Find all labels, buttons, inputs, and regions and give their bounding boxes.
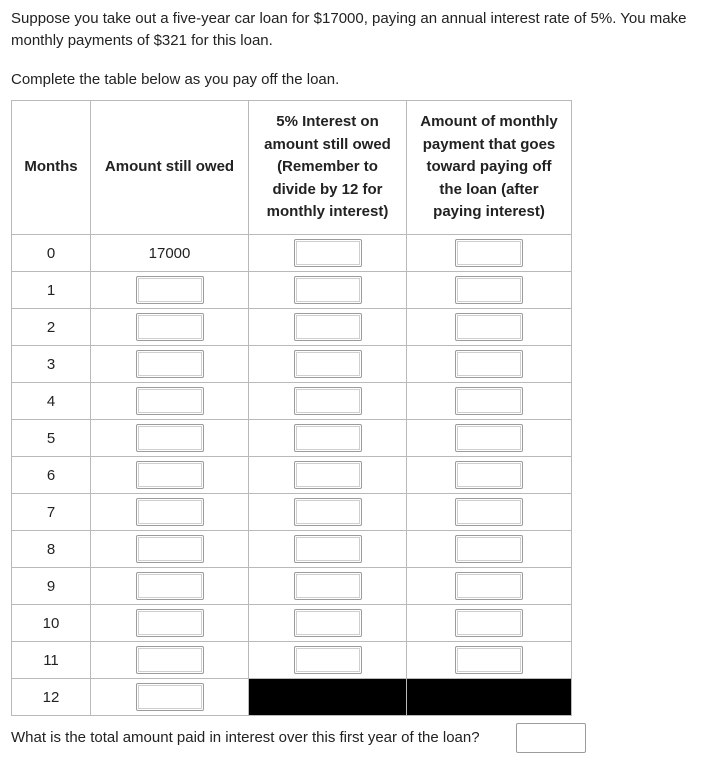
owed-cell <box>91 272 249 309</box>
principal-cell <box>407 531 572 568</box>
owed-input[interactable] <box>136 498 204 526</box>
principal-input[interactable] <box>455 387 523 415</box>
problem-intro: Suppose you take out a five-year car loan for $17000, paying an annual interest rate of 5%. You make monthly payments of $321 for this loan. <box>11 10 687 49</box>
owed-cell: 17000 <box>91 235 249 272</box>
month-cell: 6 <box>12 457 91 494</box>
owed-cell <box>91 346 249 383</box>
owed-input[interactable] <box>136 683 204 711</box>
header-interest: 5% Interest on amount still owed (Remember to divide by 12 for monthly interest) <box>249 101 407 235</box>
principal-input[interactable] <box>455 276 523 304</box>
interest-cell <box>249 346 407 383</box>
owed-cell <box>91 605 249 642</box>
principal-cell <box>407 679 572 716</box>
interest-input[interactable] <box>294 387 362 415</box>
table-row <box>12 494 572 531</box>
interest-cell <box>249 272 407 309</box>
table-row <box>12 346 572 383</box>
owed-input[interactable] <box>136 609 204 637</box>
principal-input[interactable] <box>455 461 523 489</box>
owed-input[interactable] <box>136 276 204 304</box>
month-cell: 2 <box>12 309 91 346</box>
owed-cell <box>91 642 249 679</box>
month-cell: 4 <box>12 383 91 420</box>
interest-cell <box>249 568 407 605</box>
interest-input[interactable] <box>294 239 362 267</box>
table-row <box>12 235 572 272</box>
table-row <box>12 272 572 309</box>
interest-input[interactable] <box>294 424 362 452</box>
interest-cell <box>249 642 407 679</box>
loan-table <box>11 100 572 716</box>
month-cell: 11 <box>12 642 91 679</box>
interest-input[interactable] <box>294 276 362 304</box>
owed-cell <box>91 531 249 568</box>
interest-input[interactable] <box>294 572 362 600</box>
interest-input[interactable] <box>294 461 362 489</box>
month-cell: 10 <box>12 605 91 642</box>
owed-input[interactable] <box>136 313 204 341</box>
principal-cell <box>407 346 572 383</box>
owed-input[interactable] <box>136 572 204 600</box>
principal-cell <box>407 457 572 494</box>
principal-input[interactable] <box>455 609 523 637</box>
month-cell: 3 <box>12 346 91 383</box>
interest-input[interactable] <box>294 535 362 563</box>
interest-input[interactable] <box>294 609 362 637</box>
interest-input[interactable] <box>294 498 362 526</box>
interest-cell <box>249 235 407 272</box>
month-cell: 9 <box>12 568 91 605</box>
owed-input[interactable] <box>136 350 204 378</box>
principal-cell <box>407 420 572 457</box>
table-row <box>12 420 572 457</box>
table-row <box>12 531 572 568</box>
interest-cell <box>249 494 407 531</box>
table-instruction: Complete the table below as you pay off the loan. <box>11 71 340 88</box>
month-cell: 0 <box>12 235 91 272</box>
principal-cell <box>407 383 572 420</box>
owed-cell <box>91 457 249 494</box>
owed-input[interactable] <box>136 424 204 452</box>
principal-input[interactable] <box>455 350 523 378</box>
principal-input[interactable] <box>455 646 523 674</box>
principal-cell <box>407 494 572 531</box>
principal-input[interactable] <box>455 424 523 452</box>
principal-cell <box>407 605 572 642</box>
table-row <box>12 457 572 494</box>
principal-input[interactable] <box>455 535 523 563</box>
header-months: Months <box>12 101 91 235</box>
table-row <box>12 679 572 716</box>
interest-cell <box>249 605 407 642</box>
month-cell: 1 <box>12 272 91 309</box>
total-interest-question: What is the total amount paid in interest over this first year of the loan? <box>11 729 480 746</box>
total-interest-input[interactable] <box>516 723 586 753</box>
interest-cell <box>249 679 407 716</box>
interest-input[interactable] <box>294 350 362 378</box>
principal-cell <box>407 272 572 309</box>
principal-cell <box>407 309 572 346</box>
owed-input[interactable] <box>136 646 204 674</box>
principal-input[interactable] <box>455 313 523 341</box>
owed-input[interactable] <box>136 387 204 415</box>
table-row <box>12 605 572 642</box>
owed-cell <box>91 494 249 531</box>
principal-cell <box>407 568 572 605</box>
owed-cell <box>91 568 249 605</box>
owed-cell <box>91 309 249 346</box>
table-row <box>12 642 572 679</box>
interest-cell <box>249 457 407 494</box>
interest-cell <box>249 309 407 346</box>
principal-input[interactable] <box>455 239 523 267</box>
interest-cell <box>249 531 407 568</box>
interest-cell <box>249 420 407 457</box>
month-cell: 8 <box>12 531 91 568</box>
owed-input[interactable] <box>136 461 204 489</box>
table-row <box>12 568 572 605</box>
header-amount-owed: Amount still owed <box>91 101 249 235</box>
owed-cell <box>91 383 249 420</box>
table-row <box>12 383 572 420</box>
table-row <box>12 309 572 346</box>
owed-input[interactable] <box>136 535 204 563</box>
header-principal: Amount of monthly payment that goes toward paying off the loan (after paying interest) <box>407 101 572 235</box>
interest-input[interactable] <box>294 646 362 674</box>
owed-cell <box>91 420 249 457</box>
principal-cell <box>407 642 572 679</box>
table-header-row <box>12 101 572 235</box>
month-cell: 12 <box>12 679 91 716</box>
principal-input[interactable] <box>455 572 523 600</box>
principal-input[interactable] <box>455 498 523 526</box>
principal-cell <box>407 235 572 272</box>
owed-cell <box>91 679 249 716</box>
month-cell: 5 <box>12 420 91 457</box>
interest-cell <box>249 383 407 420</box>
interest-input[interactable] <box>294 313 362 341</box>
month-cell: 7 <box>12 494 91 531</box>
